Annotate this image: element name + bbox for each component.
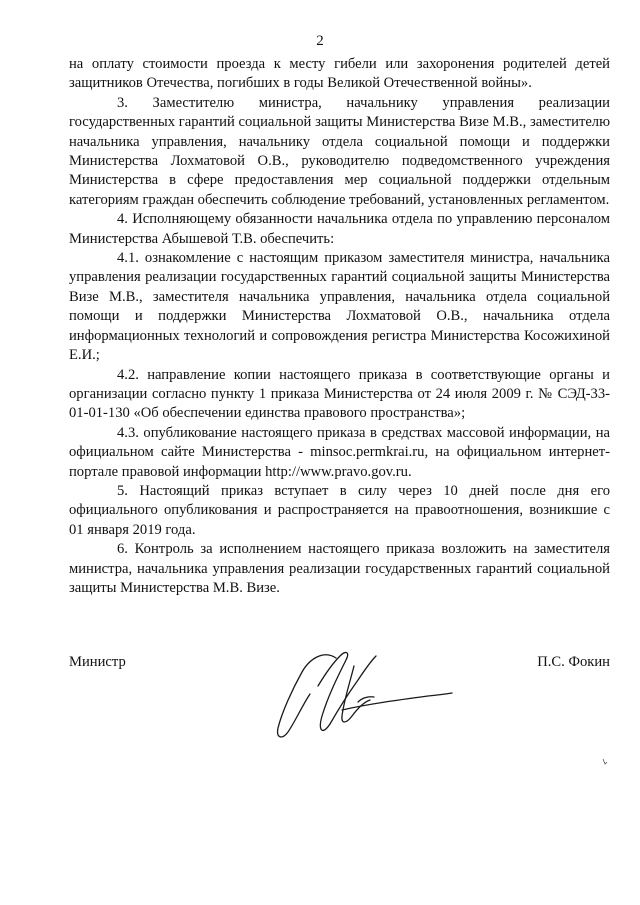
signer-name: П.С. Фокин <box>537 654 610 670</box>
paragraph-item-6: 6. Контроль за исполнением настоящего приказа возложить на заместителя министра, начальника управления реализации государственных гарантий социальной защиты Министерства М.В. Визе. <box>69 541 610 596</box>
paragraph-item-4-3: 4.3. опубликование настоящего приказа в средствах массовой информации, на официальном сайте Министерства - minsoc.permkrai.ru, на официальном интернет-портале правовой информации http://www.pravo.gov.ru. <box>69 424 610 480</box>
scan-mark <box>602 758 608 766</box>
paragraph-item-5: 5. Настоящий приказ вступает в силу через 10 дней после дня его официального опубликования и распространяется на правоотношения, возникшие с 01 января 2019 года. <box>69 482 610 538</box>
handwritten-signature <box>258 636 458 746</box>
paragraph-item-4: 4. Исполняющему обязанности начальника отдела по управлению персоналом Министерства Абышевой Т.В. обеспечить: <box>69 211 610 247</box>
signer-position: Министр <box>69 654 126 670</box>
document-body <box>69 55 610 598</box>
paragraph-item-3: 3. Заместителю министра, начальнику управления реализации государственных гарантий социальной защиты Министерства Визе М.В., заместителю начальника управления, начальнику отдела социальной помощи и поддержки Министерства Лохматовой О.В., руководителю подведомственного учреждения Министерства в сфере предоставления мер социальной поддержки отдельным категориям граждан обеспечить соблюдение требований, установленных регламентом. <box>69 94 610 208</box>
page-number: 2 <box>316 33 324 49</box>
paragraph-continuation: на оплату стоимости проезда к месту гибели или захоронения родителей детей защитников Отечества, погибших в годы Великой Отечественной войны». <box>69 56 610 92</box>
paragraph-item-4-2: 4.2. направление копии настоящего приказа в соответствующие органы и организации согласно пункту 1 приказа Министерства от 24 июля 2009 г. № СЭД-33-01-01-130 «Об обеспечении единства правового пространства»; <box>69 366 610 422</box>
paragraph-item-4-1: 4.1. ознакомление с настоящим приказом заместителя министра, начальника управления реализации государственных гарантий социальной защиты Министерства Визе М.В., заместителя начальника управления, начальника отдела социальной помощи и поддержки Министерства Лохматовой О.В., начальника отдела информационных технологий и сопровождения регистра Министерства Косожихиной Е.И.; <box>69 250 610 364</box>
